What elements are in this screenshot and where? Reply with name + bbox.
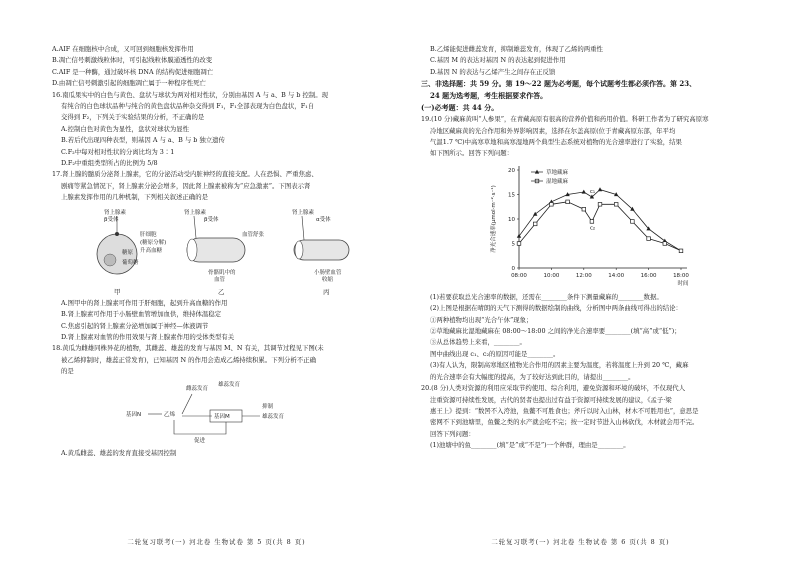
series-line-0 <box>519 189 681 250</box>
text-line: 17.肾上腺的髓质分泌肾上腺素，它的分泌活动受内脏神经的直接支配。人在恐惧、严重焦虑、 <box>52 170 318 179</box>
text-line: ③从总体趋势上来看，________。 <box>430 338 526 347</box>
q18-options-cont <box>421 44 750 78</box>
p2-sub-0: 骨骼肌中的 <box>208 269 236 276</box>
text-line: B.凋亡信号刺激线粒体时，可引起线粒体膜通透性的改变 <box>52 56 213 65</box>
p1-top: 肾上腺素 <box>104 209 127 216</box>
y-tick-label: 0 <box>511 265 515 272</box>
text-line: D.由凋亡信号刺激引起的细胞凋亡属于一种程序性死亡 <box>52 79 206 88</box>
annotation-c1: c₁ <box>589 188 596 195</box>
page-footer: 二轮复习联考(一) 河北卷 生物试卷 第 6 页(共 8 页) <box>491 538 670 546</box>
x-tick-label: 08:00 <box>511 272 527 279</box>
p1-side-1: (糖原分解) <box>140 239 167 246</box>
n4: 雄蕊发育 <box>218 381 241 388</box>
text-line: 20.(8 分)人类对资源的利用应采取节约使用、综合利用，避免资源和环境的破坏，不仅现代人 <box>421 384 686 393</box>
option-d: D.肾上腺素对血管的作用效果与肾上腺素作用的受体类型有关 <box>61 332 235 341</box>
data-point <box>517 242 521 246</box>
question-17 <box>52 169 381 203</box>
y-tick-label: 5 <box>511 241 515 248</box>
data-point <box>533 212 537 216</box>
n6: 抑制 <box>262 403 274 410</box>
text-line: (2)上图是根据在晴朗的天气下测得的数据绘制的曲线，分析图中两条曲线可得出的结论： <box>430 304 682 313</box>
data-point <box>598 202 602 206</box>
photosynthesis-chart <box>481 160 711 292</box>
text-line: 的光合速率会有大幅度的提高，为了较好达到此目的，请提出________。 <box>430 372 635 381</box>
figure-17-diagram <box>82 206 382 298</box>
caption-jia: 甲 <box>114 287 121 296</box>
data-point <box>679 249 683 253</box>
n2: 乙烯 <box>164 411 176 418</box>
p3-top-1: α受体 <box>316 216 331 223</box>
option-b: B.乙烯能促进雌蕊发育，抑制雄蕊发育，体现了乙烯的两重性 <box>430 45 603 53</box>
text-line: C.AIF 是一种酶，通过破坏核 DNA 的结构促进细胞凋亡 <box>52 67 214 76</box>
n7: 雄蕊发育 <box>262 413 285 420</box>
x-tick-label: 18:00 <box>673 272 689 279</box>
legend-marker-0 <box>535 169 539 173</box>
question-16 <box>52 90 381 170</box>
p2-sub-1: 血管 <box>214 276 226 283</box>
text-line: 有纯合的白色球状品种与纯合的黄色盘状品种杂交得到 F₁，F₁全部表现为白色盘状，F₁自 <box>61 102 315 111</box>
text-line: (1)若要获取总光合速率的数据，还需在________条件下测量藏麻的________数据。 <box>430 292 663 301</box>
question-20 <box>421 383 750 451</box>
series-line-1 <box>519 202 681 251</box>
data-point <box>533 222 537 226</box>
x-axis-label: 时间 <box>677 280 689 287</box>
text-line: 回答下列问题： <box>430 429 475 438</box>
x-tick-label: 16:00 <box>640 272 657 279</box>
figure-18-diagram <box>122 378 322 448</box>
text-line: (3)有人认为，限制高寒地区植物光合作用的因素主要为温度，若将温度上升到 20 ℃，藏麻 <box>430 361 689 370</box>
y-tick-label: 20 <box>508 167 515 174</box>
data-point <box>663 242 667 246</box>
y-tick-label: 10 <box>508 216 515 223</box>
option-d: D.基因 N 的表达与乙烯产生之间存在正反馈 <box>430 67 556 76</box>
page-footer: 二轮复习联考(一) 河北卷 生物试卷 第 5 页(共 8 页) <box>127 538 306 546</box>
option-c: C.基因 M 的表达对基因 N 的表达起到促进作用 <box>430 56 566 65</box>
receptor-dot <box>115 232 119 236</box>
p1-side-0: 肝细胞 <box>140 231 157 238</box>
caption-yi: 乙 <box>218 287 225 296</box>
option-c: C.焦虑引起的肾上腺素分泌增加属于神经—体液调节 <box>61 321 209 330</box>
option-a: A.黄瓜雌蕊、雄蕊的发育直接受基因控制 <box>61 448 177 457</box>
q15-options <box>52 44 381 90</box>
question-18 <box>52 343 381 377</box>
text-line: 被乙烯抑制时，雄蕊正常发育)，已知基因 N 的作用会造成乙烯持续积累。下列分析不正确 <box>61 355 316 364</box>
p3-top-0: 肾上腺素 <box>292 209 315 216</box>
text-line: 的是 <box>61 367 74 376</box>
text-line: ②草地藏麻比湿地藏麻在 08:00～18:00 之间的净光合速率要________(填“高”或“低”)； <box>430 327 681 336</box>
text-line: 图中曲线出现 c₁、c₂的原因可能是________。 <box>430 349 560 358</box>
data-point <box>582 207 586 211</box>
question-19-subs <box>421 292 750 383</box>
text-line: 上腺素发挥作用的几种机制，下列相关叙述正确的是 <box>61 193 208 202</box>
p3-sub: 收缩 <box>322 276 334 283</box>
option-d: D.F₂中重组类型所占的比例为 5/8 <box>61 159 158 168</box>
legend-label-0: 草地藏麻 <box>546 169 569 176</box>
n1: 基因N <box>126 411 142 418</box>
text-line: 如下图所示。回答下列问题： <box>430 149 514 158</box>
text-line: 注重资源可持续性发展，古代的贤者也提出过有益于资源可持续发展的建议，《孟子·梁 <box>430 395 672 404</box>
n5: 基因M <box>214 413 230 420</box>
question-19 <box>421 114 750 160</box>
y-tick-label: 15 <box>508 192 515 199</box>
p1-bottom-1: 葡萄糖 <box>122 259 139 266</box>
option-a: A.图甲中的肾上腺素可作用于肝细胞，起到升高血糖的作用 <box>61 298 228 307</box>
x-tick-label: 14:00 <box>608 272 625 279</box>
y-axis-label: 净光合速率(μmol·m⁻²·s⁻¹) <box>491 185 497 253</box>
p3-label: 小肠壁血管 <box>314 269 342 276</box>
p2-label: 血管舒张 <box>242 231 265 238</box>
text-line: 19.(10 分)藏麻黄叫“人参果”，在青藏高原有很高的营养价值和药用价值。科研工作者为了研究高原寒 <box>421 115 709 124</box>
p2-top-1: β受体 <box>204 216 219 223</box>
x-tick-label: 10:00 <box>543 272 560 279</box>
text-line: 18.黄瓜为雌雄同株异花的植物，其雌蕊、雄蕊的发育与基因 M、N 有关，其调节过程见下图(未 <box>52 344 324 353</box>
option-b: B.肾上腺素可作用于小肠壁血管增加血供，维持体温稳定 <box>61 310 222 319</box>
option-c: C.F₂中每对相对性状的分离比均为 3∶1 <box>61 147 175 156</box>
data-point <box>550 202 554 206</box>
data-point <box>566 200 570 204</box>
section-heading: 三、非选择题：共 59 分。第 19～22 题为必考题，每个试题考生都必须作答。第 23、 <box>421 79 697 89</box>
question-17-options <box>52 298 381 344</box>
annotation-c2: c₂ <box>589 225 596 232</box>
section-heading-cont: 24 题为选考题，考生根据要求作答。 <box>430 91 548 101</box>
text-line: 密网不下到池塘里，鱼鳖之类的水产就会吃不完；按一定时节进入山林砍伐，木材就会用不完。 <box>430 418 699 427</box>
data-point <box>614 202 618 206</box>
data-point <box>631 219 635 223</box>
data-point <box>598 187 602 191</box>
data-point <box>647 237 651 241</box>
text-line: 惠王上》提到：“数罟不入洿池，鱼鳖不可胜食也；斧斤以时入山林，材木不可胜用也”，意思是 <box>430 406 699 415</box>
subsection-heading: (一)必考题：共 44 分。 <box>421 103 499 113</box>
n3: 雌蕊发育 <box>186 385 209 392</box>
n8: 促进 <box>194 437 206 444</box>
option-b: B.若后代出现四种表型，则基因 A 与 a、B 与 b 独立遗传 <box>61 136 225 145</box>
text-line: 交得到 F₂，下列关于实验结果的分析，不正确的是 <box>61 113 205 122</box>
cell-nucleus <box>104 254 116 266</box>
x-tick-label: 12:00 <box>575 272 592 279</box>
text-line: ①两种植物均出现“光合午休”现象； <box>430 315 533 324</box>
p1-bottom-0: 糖原 <box>122 249 134 256</box>
caption-bing: 丙 <box>323 287 330 296</box>
text-line: 16.南瓜果实中的白色与黄色、盘状与球状为两对相对性状，分别由基因 A 与 a、B 与 b 控制。现 <box>52 90 329 99</box>
text-line: 剧痛等紧急情况下，肾上腺素分泌会增多，因此肾上腺素被称为“应急激素”。下图表示肾 <box>61 181 311 190</box>
legend-label-1: 湿地藏麻 <box>546 178 569 185</box>
data-point <box>590 219 594 223</box>
right-page <box>397 0 794 562</box>
text-line: (1)池塘中的鱼________(填“是”或“不是”)一个种群，理由是________。 <box>430 441 630 450</box>
p1-side-2: 升高血糖 <box>140 247 163 254</box>
option-a: A.控制白色对黄色为显性，盘状对球状为显性 <box>61 124 190 133</box>
text-line: A.AIF 在细胞核中合成，又可回到细胞核发挥作用 <box>52 45 194 53</box>
p2-top-0: 肾上腺素 <box>184 209 207 216</box>
data-point <box>582 189 586 193</box>
text-line: 气温1.7 ℃)中高寒草地和高寒湿地两个典型生态系统对植物的光合速率进行了实验，结果 <box>430 138 682 147</box>
p1-receptor: β受体 <box>104 216 119 223</box>
text-line: 冷地区藏麻黄的光合作用和外界影响因素，选择在尔盖高原(位于青藏高原东部，年平均 <box>430 126 676 135</box>
